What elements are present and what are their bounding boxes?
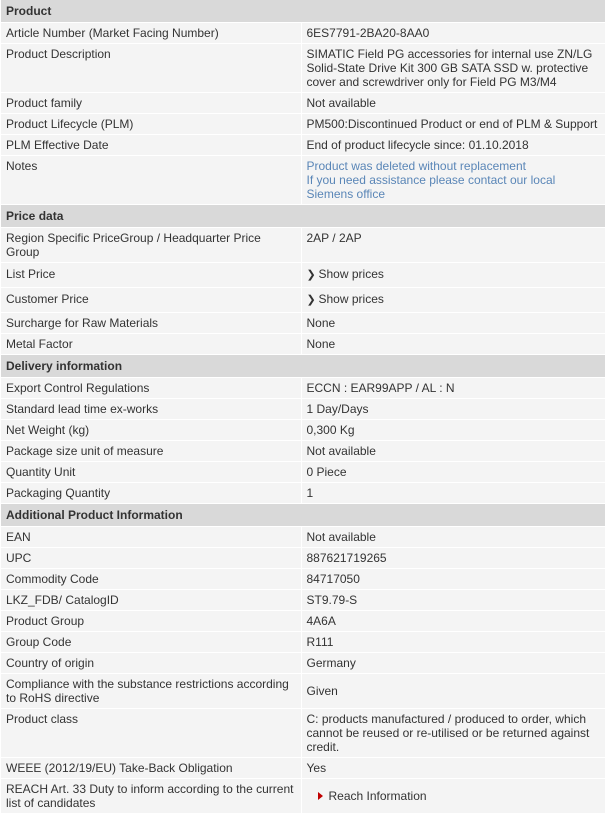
- row-label: Surcharge for Raw Materials: [1, 313, 301, 334]
- row-value: Not available: [301, 527, 605, 548]
- row-label: Region Specific PriceGroup / Headquarter Price Group: [1, 228, 301, 263]
- row-label: EAN: [1, 527, 301, 548]
- row-value: PM500:Discontinued Product or end of PLM & Support: [301, 114, 605, 135]
- table-row: [1, 93, 605, 114]
- show-prices-label[interactable]: Show prices: [318, 267, 384, 281]
- reach-information-label[interactable]: Reach Information: [328, 789, 427, 803]
- row-label: PLM Effective Date: [1, 135, 301, 156]
- chevron-right-icon: ❯: [306, 269, 316, 281]
- table-row: [1, 674, 605, 709]
- product-data-sheet: [1, 0, 605, 814]
- table-row: [1, 156, 605, 205]
- table-row: [1, 378, 605, 399]
- table-row: [1, 313, 605, 334]
- table-row: [1, 228, 605, 263]
- triangle-right-icon: [318, 792, 323, 800]
- row-label: Customer Price: [1, 288, 301, 313]
- row-value: None: [301, 313, 605, 334]
- row-value: End of product lifecycle since: 01.10.2018: [301, 135, 605, 156]
- section-title: Price data: [1, 205, 605, 228]
- table-row: [1, 135, 605, 156]
- row-label: Metal Factor: [1, 334, 301, 355]
- table-row: [1, 263, 605, 288]
- table-row: [1, 758, 605, 779]
- table-row: [1, 653, 605, 674]
- table-row: [1, 569, 605, 590]
- section-product: [1, 0, 605, 23]
- section-title: Additional Product Information: [1, 504, 605, 527]
- section-price-data: [1, 205, 605, 228]
- row-value: ECCN : EAR99APP / AL : N: [301, 378, 605, 399]
- row-value: Not available: [301, 441, 605, 462]
- table-row: [1, 44, 605, 93]
- row-value: 887621719265: [301, 548, 605, 569]
- row-value: C: products manufactured / produced to order, which cannot be reused or re-utilised or be returned against credit.: [301, 709, 605, 758]
- table-row: [1, 288, 605, 313]
- customer-price-show-button[interactable]: [301, 288, 605, 313]
- row-label: REACH Art. 33 Duty to inform according to the current list of candidates: [1, 779, 301, 814]
- table-row: [1, 709, 605, 758]
- row-label: Standard lead time ex-works: [1, 399, 301, 420]
- table-row: [1, 441, 605, 462]
- row-value: 0 Piece: [301, 462, 605, 483]
- row-label: Commodity Code: [1, 569, 301, 590]
- list-price-show-button[interactable]: [301, 263, 605, 288]
- row-value: 84717050: [301, 569, 605, 590]
- product-table: [1, 0, 605, 814]
- row-label: Article Number (Market Facing Number): [1, 23, 301, 44]
- row-label: Packaging Quantity: [1, 483, 301, 504]
- row-value: Not available: [301, 93, 605, 114]
- row-label: Product Description: [1, 44, 301, 93]
- row-value: 1 Day/Days: [301, 399, 605, 420]
- row-value: ST9.79-S: [301, 590, 605, 611]
- chevron-right-icon: ❯: [306, 294, 316, 306]
- row-label: UPC: [1, 548, 301, 569]
- row-value: 4A6A: [301, 611, 605, 632]
- row-label: Quantity Unit: [1, 462, 301, 483]
- article-number: 6ES7791-2BA20-8AA0: [301, 23, 605, 44]
- section-delivery-information: [1, 355, 605, 378]
- row-label: Net Weight (kg): [1, 420, 301, 441]
- row-value: Given: [301, 674, 605, 709]
- deleted-notice-link[interactable]: Product was deleted without replacement: [306, 159, 526, 173]
- table-row: [1, 611, 605, 632]
- row-value: R111: [301, 632, 605, 653]
- row-label: Product Group: [1, 611, 301, 632]
- row-label: Country of origin: [1, 653, 301, 674]
- row-value: Yes: [301, 758, 605, 779]
- row-value: None: [301, 334, 605, 355]
- row-value: 2AP / 2AP: [301, 228, 605, 263]
- row-label: Product family: [1, 93, 301, 114]
- row-label: Product class: [1, 709, 301, 758]
- notes-cell: [301, 156, 605, 205]
- row-value: 1: [301, 483, 605, 504]
- row-label: Package size unit of measure: [1, 441, 301, 462]
- table-row: [1, 548, 605, 569]
- table-row: [1, 632, 605, 653]
- row-label: WEEE (2012/19/EU) Take-Back Obligation: [1, 758, 301, 779]
- row-label: Compliance with the substance restrictions according to RoHS directive: [1, 674, 301, 709]
- row-label: Group Code: [1, 632, 301, 653]
- reach-information-link[interactable]: [301, 779, 605, 814]
- section-title: Product: [1, 0, 605, 23]
- table-row: [1, 334, 605, 355]
- table-row: [1, 527, 605, 548]
- row-label: Export Control Regulations: [1, 378, 301, 399]
- section-title: Delivery information: [1, 355, 605, 378]
- contact-office-link[interactable]: If you need assistance please contact our local Siemens office: [306, 173, 556, 201]
- row-value: 0,300 Kg: [301, 420, 605, 441]
- product-description: SIMATIC Field PG accessories for internal use ZN/LG Solid-State Drive Kit 300 GB SATA SSD w. protective cover and screwdriver only for Field PG M3/M4: [301, 44, 605, 93]
- table-row: [1, 23, 605, 44]
- show-prices-label[interactable]: Show prices: [318, 292, 384, 306]
- table-row: [1, 590, 605, 611]
- row-label: List Price: [1, 263, 301, 288]
- table-row: [1, 420, 605, 441]
- table-row: [1, 399, 605, 420]
- row-value: Germany: [301, 653, 605, 674]
- table-row: [1, 462, 605, 483]
- table-row: [1, 114, 605, 135]
- row-label: LKZ_FDB/ CatalogID: [1, 590, 301, 611]
- section-additional-product-information: [1, 504, 605, 527]
- row-label: Product Lifecycle (PLM): [1, 114, 301, 135]
- table-row: [1, 483, 605, 504]
- row-label: Notes: [1, 156, 301, 205]
- table-row: [1, 779, 605, 814]
